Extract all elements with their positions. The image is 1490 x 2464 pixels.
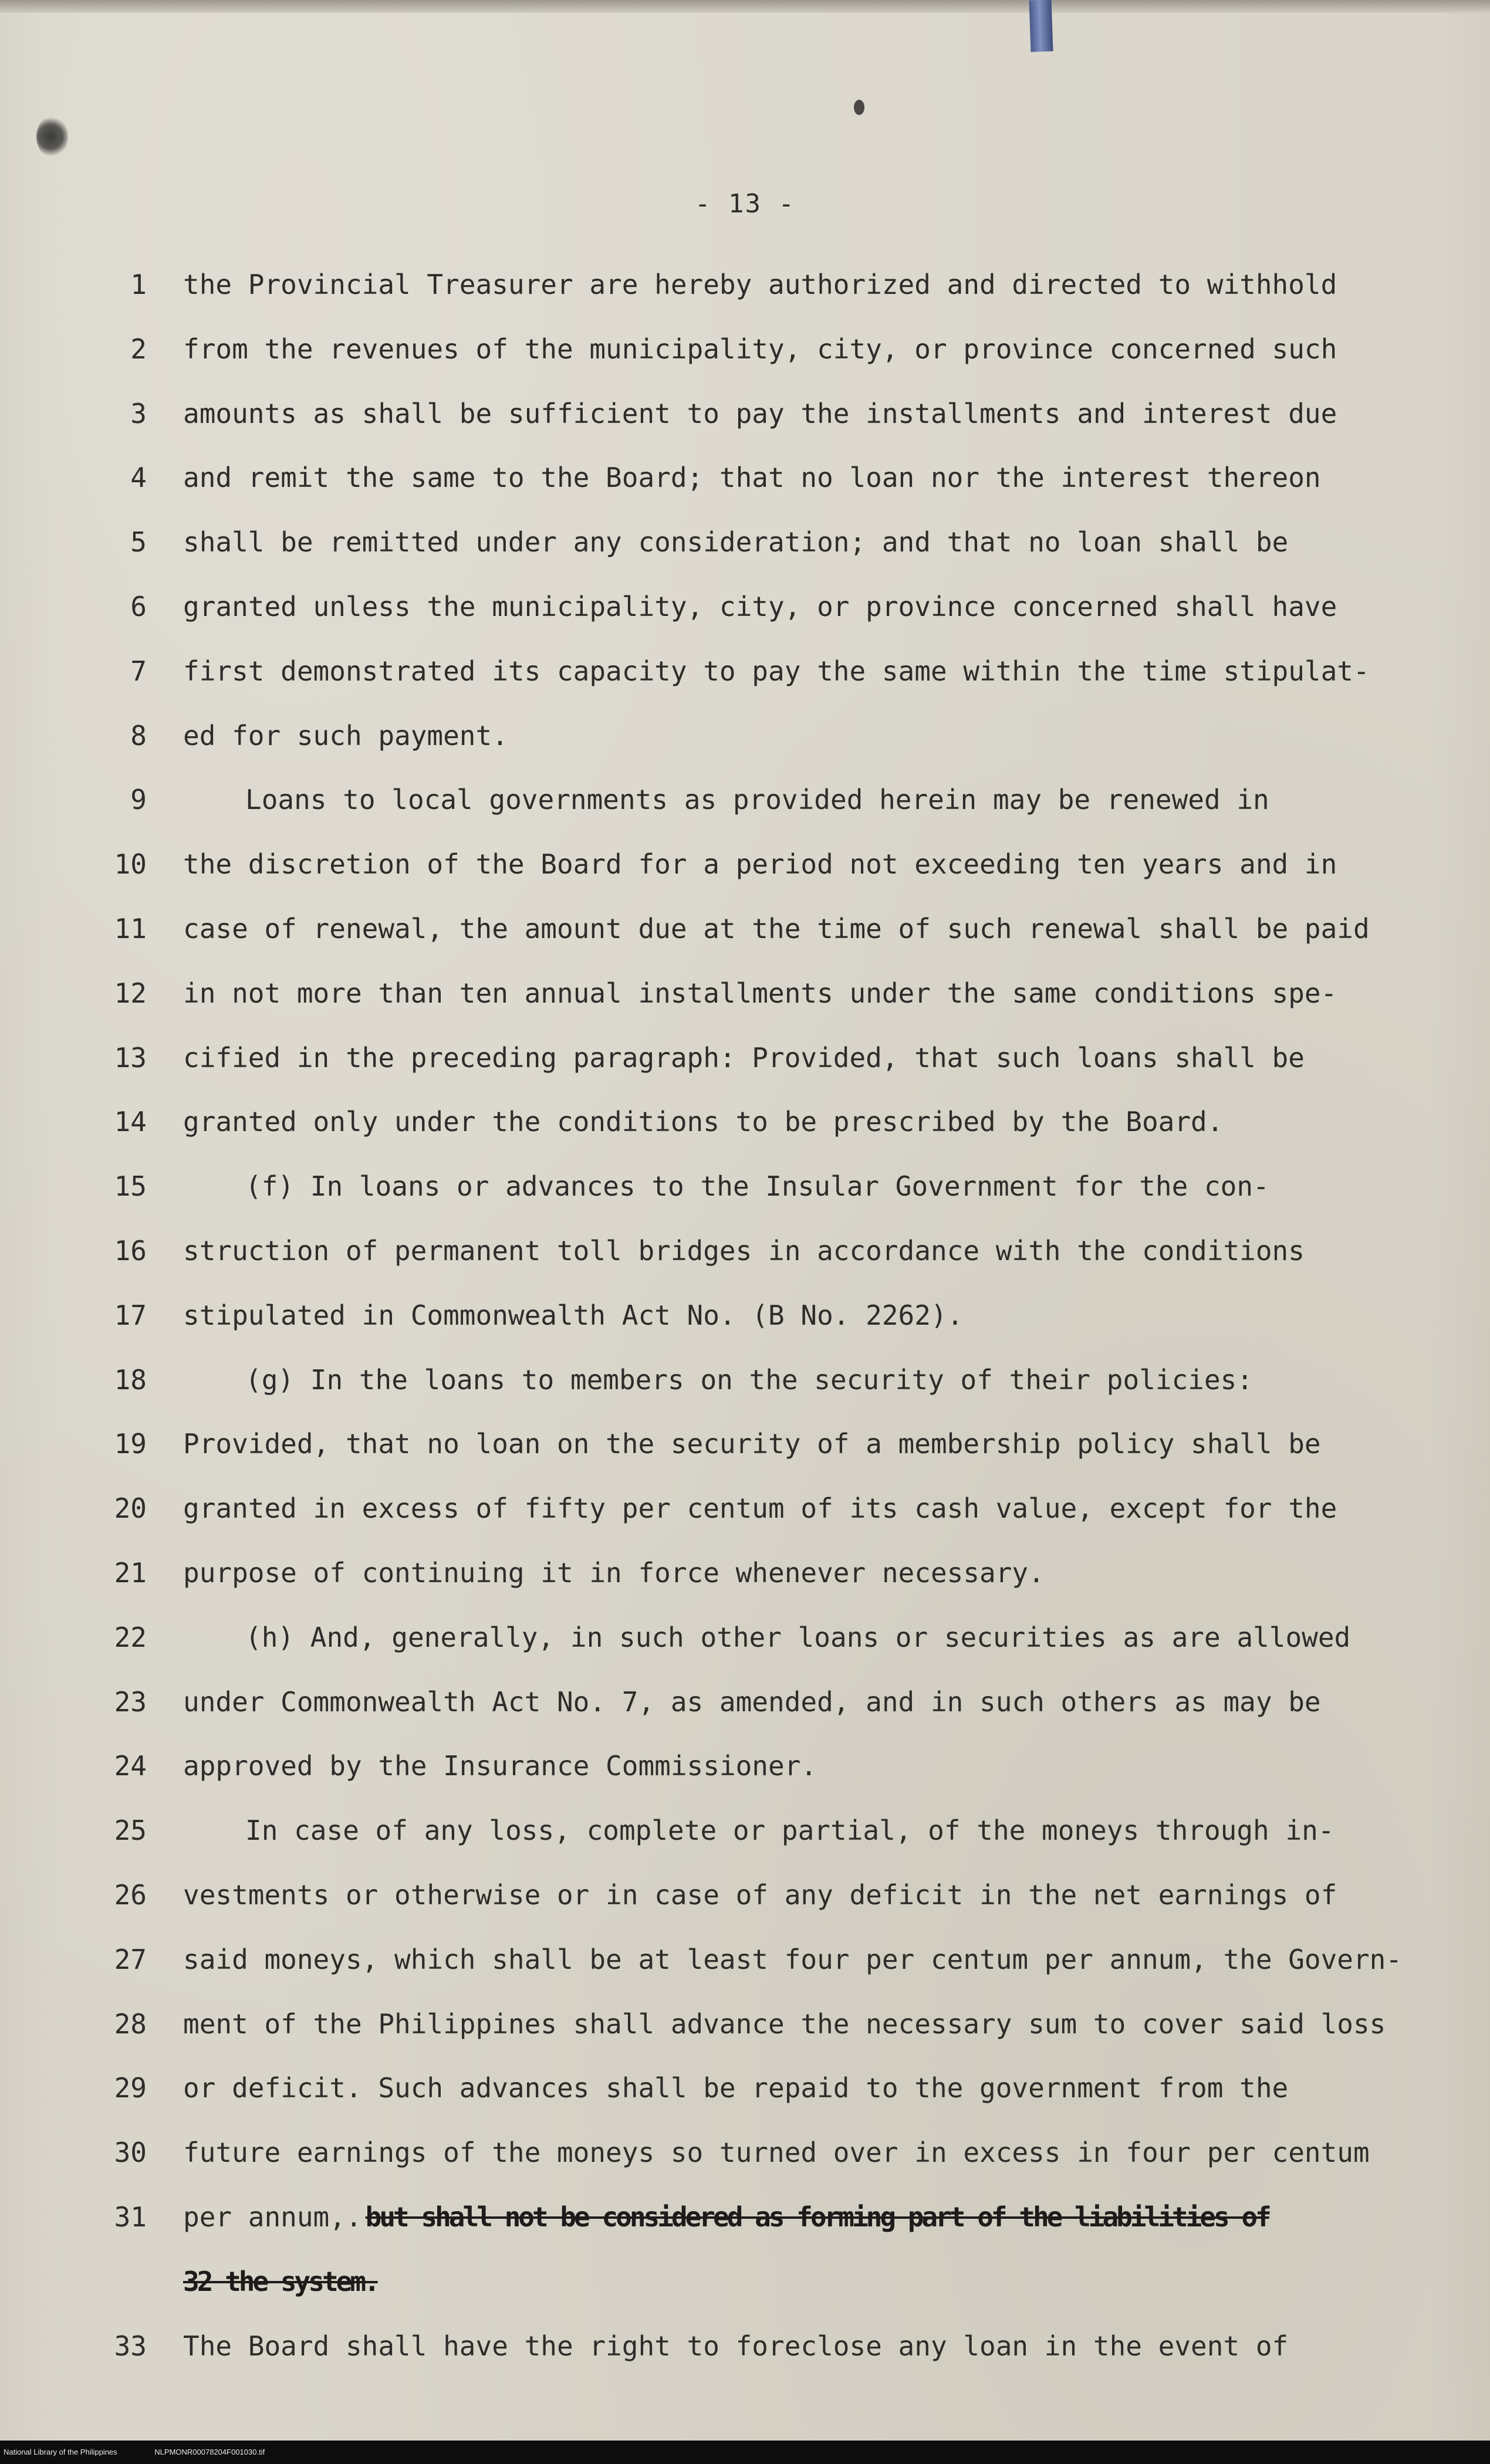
line-text bbox=[183, 451, 1321, 504]
line-number: 2 bbox=[130, 333, 147, 365]
line-text bbox=[245, 1804, 1334, 1857]
line-text-content: future earnings of the moneys so turned over in excess in four per centum bbox=[183, 2137, 1370, 2168]
line-number: 28 bbox=[114, 2008, 147, 2040]
line-text bbox=[183, 838, 1337, 891]
line-number: 8 bbox=[130, 720, 147, 752]
line-text-content: said moneys, which shall be at least four per centum per annum, the Govern- bbox=[183, 1944, 1403, 1975]
line-text bbox=[183, 1417, 1321, 1470]
line-text-content: ment of the Philippines shall advance the necessary sum to cover said loss bbox=[183, 2008, 1386, 2040]
line-text-content: ed for such payment. bbox=[183, 720, 508, 752]
text-line bbox=[0, 709, 1490, 762]
text-line bbox=[0, 1224, 1490, 1277]
line-text bbox=[183, 258, 1337, 311]
line-text-content: granted only under the conditions to be prescribed by the Board. bbox=[183, 1106, 1224, 1138]
line-number: 4 bbox=[130, 462, 147, 493]
line-text-content: vestments or otherwise or in case of any deficit in the net earnings of bbox=[183, 1879, 1337, 1911]
line-text bbox=[245, 1160, 1269, 1213]
line-text-content: granted unless the municipality, city, or province concerned shall have bbox=[183, 591, 1337, 622]
text-line bbox=[0, 1353, 1490, 1406]
line-number: 13 bbox=[114, 1042, 147, 1074]
text-line bbox=[0, 2126, 1490, 2179]
line-text-content: under Commonwealth Act No. 7, as amended, and in such others as may be bbox=[183, 1686, 1321, 1718]
line-text bbox=[183, 1095, 1223, 1148]
line-number: 5 bbox=[130, 526, 147, 558]
line-number: 18 bbox=[114, 1364, 147, 1396]
line-text-content: granted in excess of fifty per centum of its cash value, except for the bbox=[183, 1492, 1337, 1524]
text-line bbox=[0, 1095, 1490, 1148]
line-number: 33 bbox=[114, 2330, 147, 2362]
text-line bbox=[0, 387, 1490, 440]
line-text-content: amounts as shall be sufficient to pay the installments and interest due bbox=[183, 398, 1337, 429]
line-number: 20 bbox=[114, 1492, 147, 1524]
text-line bbox=[0, 1160, 1490, 1213]
line-text bbox=[183, 645, 1370, 698]
line-text bbox=[183, 1482, 1337, 1535]
line-number: 10 bbox=[114, 848, 147, 880]
line-text bbox=[245, 1611, 1350, 1664]
line-text-content: cified in the preceding paragraph: Provided, that such loans shall be bbox=[183, 1042, 1305, 1074]
line-text-content: (g) In the loans to members on the security of their policies: bbox=[245, 1364, 1254, 1396]
line-text-content: and remit the same to the Board; that no loan nor the interest thereon bbox=[183, 462, 1321, 493]
binding-ribbon bbox=[1029, 0, 1053, 52]
line-text bbox=[183, 1739, 817, 1792]
line-text bbox=[183, 967, 1337, 1020]
line-text bbox=[245, 1353, 1253, 1406]
text-line bbox=[0, 516, 1490, 568]
line-number: 30 bbox=[114, 2137, 147, 2168]
line-text-content: Loans to local governments as provided herein may be renewed in bbox=[245, 784, 1269, 815]
line-text bbox=[183, 1933, 1402, 1986]
line-number: 26 bbox=[114, 1879, 147, 1911]
text-line bbox=[0, 967, 1490, 1020]
line-text-content: the discretion of the Board for a period not exceeding ten years and in bbox=[183, 848, 1337, 880]
line-number: 11 bbox=[114, 913, 147, 945]
struck-through-text: but shall not be considered as forming part of the liabilities of bbox=[365, 2201, 1269, 2233]
line-text-content: purpose of continuing it in force whenever necessary. bbox=[183, 1557, 1045, 1589]
line-text bbox=[183, 387, 1337, 440]
line-text-content: (f) In loans or advances to the Insular Government for the con- bbox=[245, 1170, 1269, 1202]
line-number: 14 bbox=[114, 1106, 147, 1138]
line-text-content: in not more than ten annual installments under the same conditions spe- bbox=[183, 977, 1337, 1009]
line-number: 1 bbox=[130, 269, 147, 300]
text-line bbox=[0, 1676, 1490, 1728]
line-text bbox=[183, 1676, 1321, 1728]
text-line bbox=[0, 1417, 1490, 1470]
line-text-content: shall be remitted under any consideration; and that no loan shall be bbox=[183, 526, 1289, 558]
line-number: 29 bbox=[114, 2072, 147, 2104]
line-number: 15 bbox=[114, 1170, 147, 1202]
line-number: 16 bbox=[114, 1235, 147, 1267]
line-number: 6 bbox=[130, 591, 147, 622]
line-number: 7 bbox=[130, 655, 147, 687]
text-line bbox=[0, 1933, 1490, 1986]
line-number: 21 bbox=[114, 1557, 147, 1589]
line-number: 9 bbox=[130, 784, 147, 815]
line-text bbox=[245, 773, 1269, 826]
line-text-content: case of renewal, the amount due at the time of such renewal shall be paid bbox=[183, 913, 1370, 945]
line-text-content: Provided, that no loan on the security of a membership policy shall be bbox=[183, 1428, 1321, 1460]
archive-footer bbox=[0, 2441, 1490, 2464]
text-line bbox=[0, 1611, 1490, 1664]
text-line bbox=[0, 2191, 1490, 2243]
text-line bbox=[0, 323, 1490, 375]
line-number: 12 bbox=[114, 977, 147, 1009]
text-line bbox=[0, 1546, 1490, 1599]
line-text-content: The Board shall have the right to foreclose any loan in the event of bbox=[183, 2330, 1289, 2362]
line-text bbox=[183, 1869, 1337, 1921]
line-number: 17 bbox=[114, 1299, 147, 1331]
line-text bbox=[183, 1289, 963, 1342]
text-line bbox=[0, 2255, 1490, 2308]
line-text-content: approved by the Insurance Commissioner. bbox=[183, 1750, 817, 1782]
text-line bbox=[0, 902, 1490, 955]
line-text bbox=[183, 1031, 1305, 1084]
line-number: 31 bbox=[114, 2201, 147, 2233]
text-line bbox=[0, 838, 1490, 891]
page-number: - 13 - bbox=[695, 189, 795, 219]
line-text-content: struction of permanent toll bridges in accordance with the conditions bbox=[183, 1235, 1305, 1267]
line-text bbox=[183, 902, 1370, 955]
line-number: 22 bbox=[114, 1622, 147, 1653]
line-text bbox=[183, 580, 1337, 633]
line-text bbox=[183, 1546, 1045, 1599]
line-text bbox=[183, 516, 1288, 568]
line-number: 23 bbox=[114, 1686, 147, 1718]
line-text bbox=[183, 1998, 1386, 2050]
text-line bbox=[0, 258, 1490, 311]
text-line bbox=[0, 1739, 1490, 1792]
line-text bbox=[183, 2255, 378, 2308]
text-line bbox=[0, 1482, 1490, 1535]
line-number: 19 bbox=[114, 1428, 147, 1460]
page-top-edge bbox=[0, 0, 1490, 13]
footer-institution: National Library of the Philippines bbox=[4, 2448, 117, 2456]
line-number: 25 bbox=[114, 1815, 147, 1846]
struck-through-text: 32 the system. bbox=[183, 2266, 378, 2297]
text-line bbox=[0, 1289, 1490, 1342]
line-text-content: stipulated in Commonwealth Act No. (B No. 2262). bbox=[183, 1299, 964, 1331]
text-line bbox=[0, 2320, 1490, 2372]
ink-stain bbox=[36, 116, 68, 157]
line-text-content: In case of any loss, complete or partial, of the moneys through in- bbox=[245, 1815, 1334, 1846]
line-text-content: from the revenues of the municipality, city, or province concerned such bbox=[183, 333, 1337, 365]
text-line bbox=[0, 451, 1490, 504]
line-text-content: first demonstrated its capacity to pay the same within the time stipulat- bbox=[183, 655, 1370, 687]
line-text-content: the Provincial Treasurer are hereby authorized and directed to withhold bbox=[183, 269, 1337, 300]
line-text bbox=[183, 2191, 1269, 2243]
line-number: 24 bbox=[114, 1750, 147, 1782]
line-text bbox=[183, 323, 1337, 375]
text-line bbox=[0, 773, 1490, 826]
ink-speck bbox=[854, 100, 864, 115]
line-text bbox=[183, 2320, 1288, 2372]
line-number: 3 bbox=[130, 398, 147, 429]
line-number: 27 bbox=[114, 1944, 147, 1975]
line-text-content: or deficit. Such advances shall be repaid to the government from the bbox=[183, 2072, 1289, 2104]
text-line bbox=[0, 1804, 1490, 1857]
text-line bbox=[0, 2062, 1490, 2114]
line-text-content: per annum,. bbox=[183, 2201, 362, 2233]
text-line bbox=[0, 1869, 1490, 1921]
text-line bbox=[0, 1031, 1490, 1084]
line-text-content: (h) And, generally, in such other loans or securities as are allowed bbox=[245, 1622, 1351, 1653]
text-line bbox=[0, 580, 1490, 633]
text-line bbox=[0, 645, 1490, 698]
line-text bbox=[183, 2126, 1370, 2179]
line-text bbox=[183, 1224, 1305, 1277]
text-line bbox=[0, 1998, 1490, 2050]
line-text bbox=[183, 2062, 1288, 2114]
line-text bbox=[183, 709, 508, 762]
footer-file: NLPMONR00078204F001030.tif bbox=[154, 2448, 265, 2456]
